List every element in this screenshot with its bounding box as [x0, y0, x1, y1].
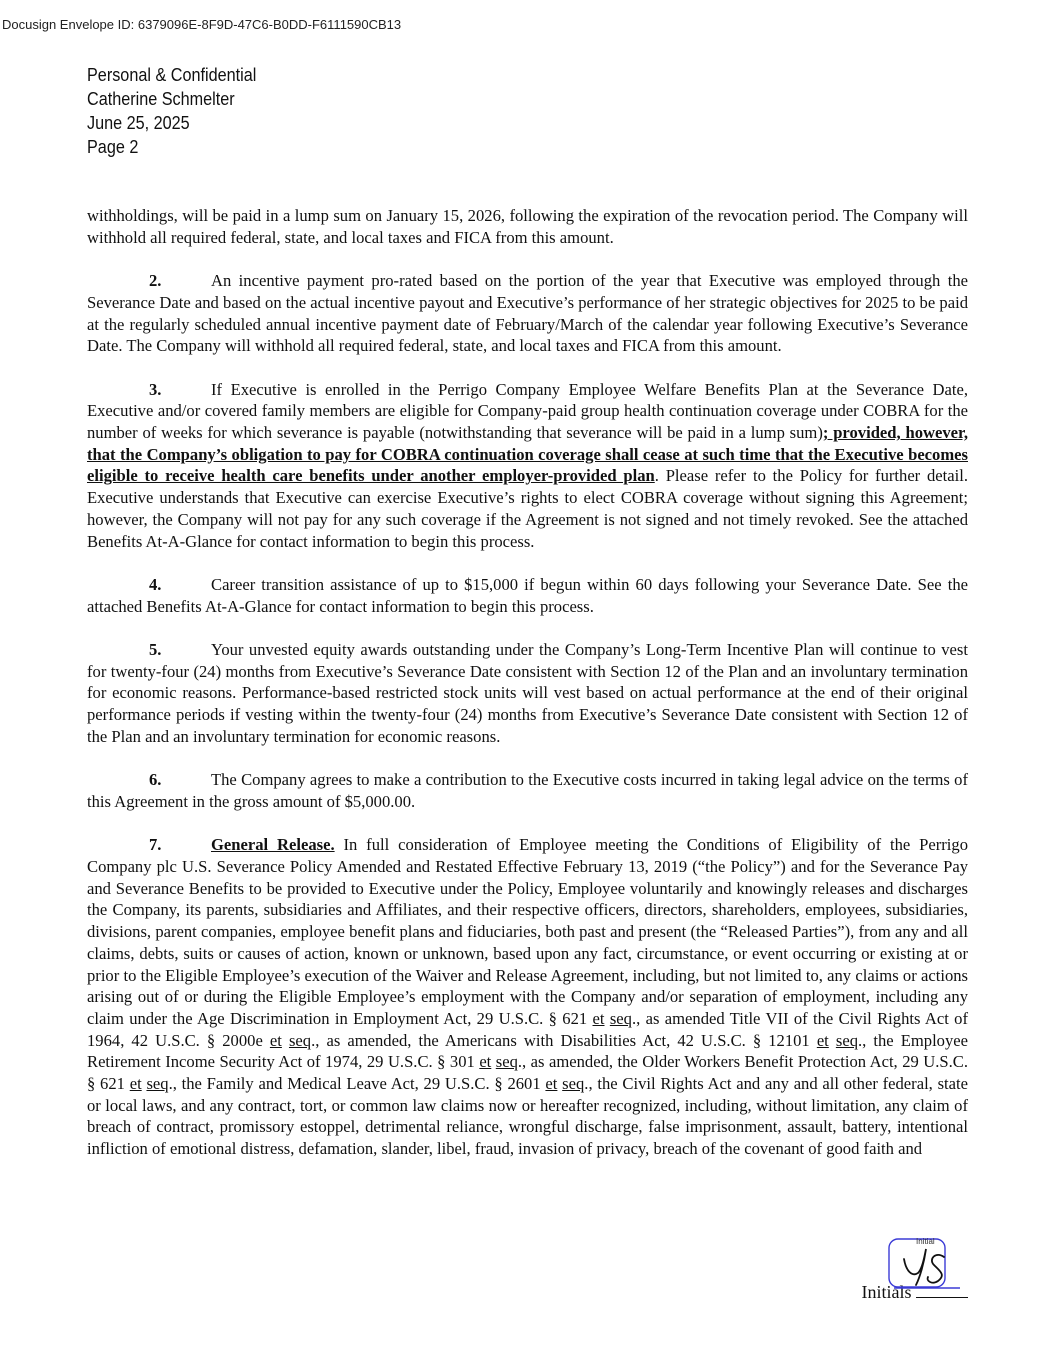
paragraph-3-text-b: . Please refer to the Policy for further detail. Executive understands that Executive can exercise Executive’s rights to elect COBRA coverage without signing this Agreement; however, the Company will not pay for any such coverage if the Agreement is not signed and not timely revoked. See the attached Benefits At-A-Glance for contact information to begin this process.	[87, 466, 969, 551]
paragraph-7-number: 7.	[149, 835, 162, 855]
paragraph-3	[87, 379, 968, 553]
document-body	[87, 205, 968, 1182]
et-abbrev: et	[129, 1074, 142, 1094]
stamp-frame	[889, 1239, 945, 1287]
seq-abbrev: seq	[609, 1008, 632, 1028]
paragraph-7-text: ., as amended, the Older Workers Benefit Protection Act, 29 U.S.C. § 621	[87, 1052, 968, 1094]
paragraph-4	[87, 574, 968, 617]
paragraph-7-text: ., the Family and Medical Leave Act, 29 U.S.C. § 2601	[168, 1074, 546, 1094]
stamp-label: Initial	[916, 1237, 935, 1246]
seq-abbrev: seq	[562, 1074, 585, 1094]
paragraph-7-title: General Release.	[211, 835, 335, 855]
paragraph-7-text: In full consideration of Employee meeting the Conditions of Eligibility of the Perrigo Company plc U.S. Severance Policy Amended and Restated Effective February 13, 2019 (“the Policy”) and for the Severance Pay and Severance Benefits to be provided to Executive under the Policy, Employee voluntarily and knowingly releases and discharges the Company, its parents, subsidiaries and Affiliates, and their respective officers, directors, shareholders, employees, subsidiaries, divisions, parent companies, employee benefit plans and fiduciaries, both past and present (the “Released Parties”), from any and all claims, debts, suits or causes of action, known or unknown, based upon any fact, circumstance, or event occurring or existing at or prior to the Eligible Employee’s execution of the Waiver and Release Agreement, including, but not limited to, any claims or actions arising out of or during the Eligible Employee’s employment with the Company and/or separation of employment, including any claim under the Age Discrimination in Employment Act, 29 U.S.C. § 621	[87, 835, 968, 1028]
paragraph-3-text-a: If Executive is enrolled in the Perrigo Company Employee Welfare Benefits Plan at the Severance Date, Executive and/or covered family members are eligible for Company-paid group health continuation coverage under COBRA for the number of weeks for which severance is payable (notwithstanding that severance will be paid in a lump sum)	[87, 379, 968, 442]
paragraph-3-number: 3.	[149, 379, 162, 399]
paragraph-2-number: 2.	[149, 271, 162, 291]
header-date: June 25, 2025	[87, 113, 190, 133]
paragraph-2	[87, 270, 968, 357]
paragraph-5	[87, 639, 968, 748]
et-abbrev: et	[592, 1008, 605, 1028]
paragraph-6-number: 6.	[149, 770, 162, 790]
header-confidential: Personal & Confidential	[87, 65, 257, 85]
seq-abbrev: seq	[835, 1030, 858, 1050]
seq-abbrev: seq	[495, 1052, 518, 1072]
paragraph-7-text: ., as amended, the Americans with Disabilities Act, 42 U.S.C. § 12101	[311, 1030, 817, 1050]
letter-header	[87, 63, 275, 159]
header-page-number: Page 2	[87, 137, 139, 157]
paragraph-7-text: ., as amended Title VII of the Civil Rights Act of 1964, 42 U.S.C. § 2000e	[87, 1008, 968, 1050]
paragraph-7	[87, 834, 968, 1160]
et-abbrev: et	[545, 1074, 558, 1094]
initials-signature-stamp	[886, 1233, 966, 1293]
docusign-envelope-id: Docusign Envelope ID: 6379096E-8F9D-47C6-B0DD-F6111590CB13	[2, 17, 402, 32]
paragraph-continued-text: withholdings, will be paid in a lump sum on January 15, 2026, following the expiration of the revocation period. The Company will withhold all required federal, state, and local taxes and FICA from this amount.	[87, 206, 968, 247]
signature-stroke-s	[928, 1255, 944, 1283]
et-abbrev: et	[269, 1030, 282, 1050]
paragraph-4-text: Career transition assistance of up to $15,000 if begun within 60 days following your Severance Date. See the attached Benefits At-A-Glance for contact information to begin this process.	[87, 574, 968, 616]
paragraph-6-text: The Company agrees to make a contribution to the Executive costs incurred in taking legal advice on the terms of this Agreement in the gross amount of $5,000.00.	[87, 770, 968, 811]
paragraph-5-number: 5.	[149, 640, 162, 659]
header-recipient: Catherine Schmelter	[87, 89, 235, 109]
paragraph-2-text: An incentive payment pro-rated based on the portion of the year that Executive was employed through the Severance Date and based on the actual incentive payout and Executive’s performance of her strategic objectives for 2025 to be paid at the regularly scheduled annual incentive payment date of February/March of the calendar year following Executive’s Severance Date. The Company will withhold all required federal, state, and local taxes and FICA from this amount.	[87, 271, 968, 356]
initials-label: Initials	[861, 1282, 912, 1302]
et-abbrev: et	[479, 1052, 492, 1072]
et-abbrev: et	[816, 1030, 829, 1050]
paragraph-continued	[87, 205, 968, 248]
seq-abbrev: seq	[146, 1074, 169, 1094]
paragraph-6	[87, 769, 968, 812]
seq-abbrev: seq	[288, 1030, 312, 1050]
paragraph-5-text: Your unvested equity awards outstanding under the Company’s Long-Term Incentive Plan will continue to vest for twenty-four (24) months from Executive’s Severance Date consistent with Section 12 of the Plan and an involuntary termination for economic reasons. Performance-based restricted stock units will vest based on actual performance at the end of their original performance periods if vesting within the twenty-four (24) months from Executive’s Severance Date consistent with Section 12 of the Plan and an involuntary termination for economic reasons.	[87, 640, 968, 746]
signature-stroke-c	[904, 1249, 926, 1285]
paragraph-7-text: ., the Employee Retirement Income Security Act of 1974, 29 U.S.C. § 301	[87, 1030, 968, 1072]
paragraph-4-number: 4.	[149, 574, 162, 594]
paragraph-3-proviso: ; provided, however, that the Company’s obligation to pay for COBRA continuation coverage shall cease at such time that the Executive becomes eligible to receive health care benefits under another employer-provided plan	[87, 423, 968, 486]
paragraph-7-text: ., the Civil Rights Act and any and all other federal, state or local laws, and any contract, tort, or common law claims now or hereafter recognized, including, without limitation, any claim of breach of contract, promissory estoppel, detrimental reliance, wrongful discharge, false imprisonment, assault, battery, intentional infliction of emotional distress, defamation, slander, libel, fraud, invasion of privacy, breach of the covenant of good faith and	[87, 1074, 968, 1159]
